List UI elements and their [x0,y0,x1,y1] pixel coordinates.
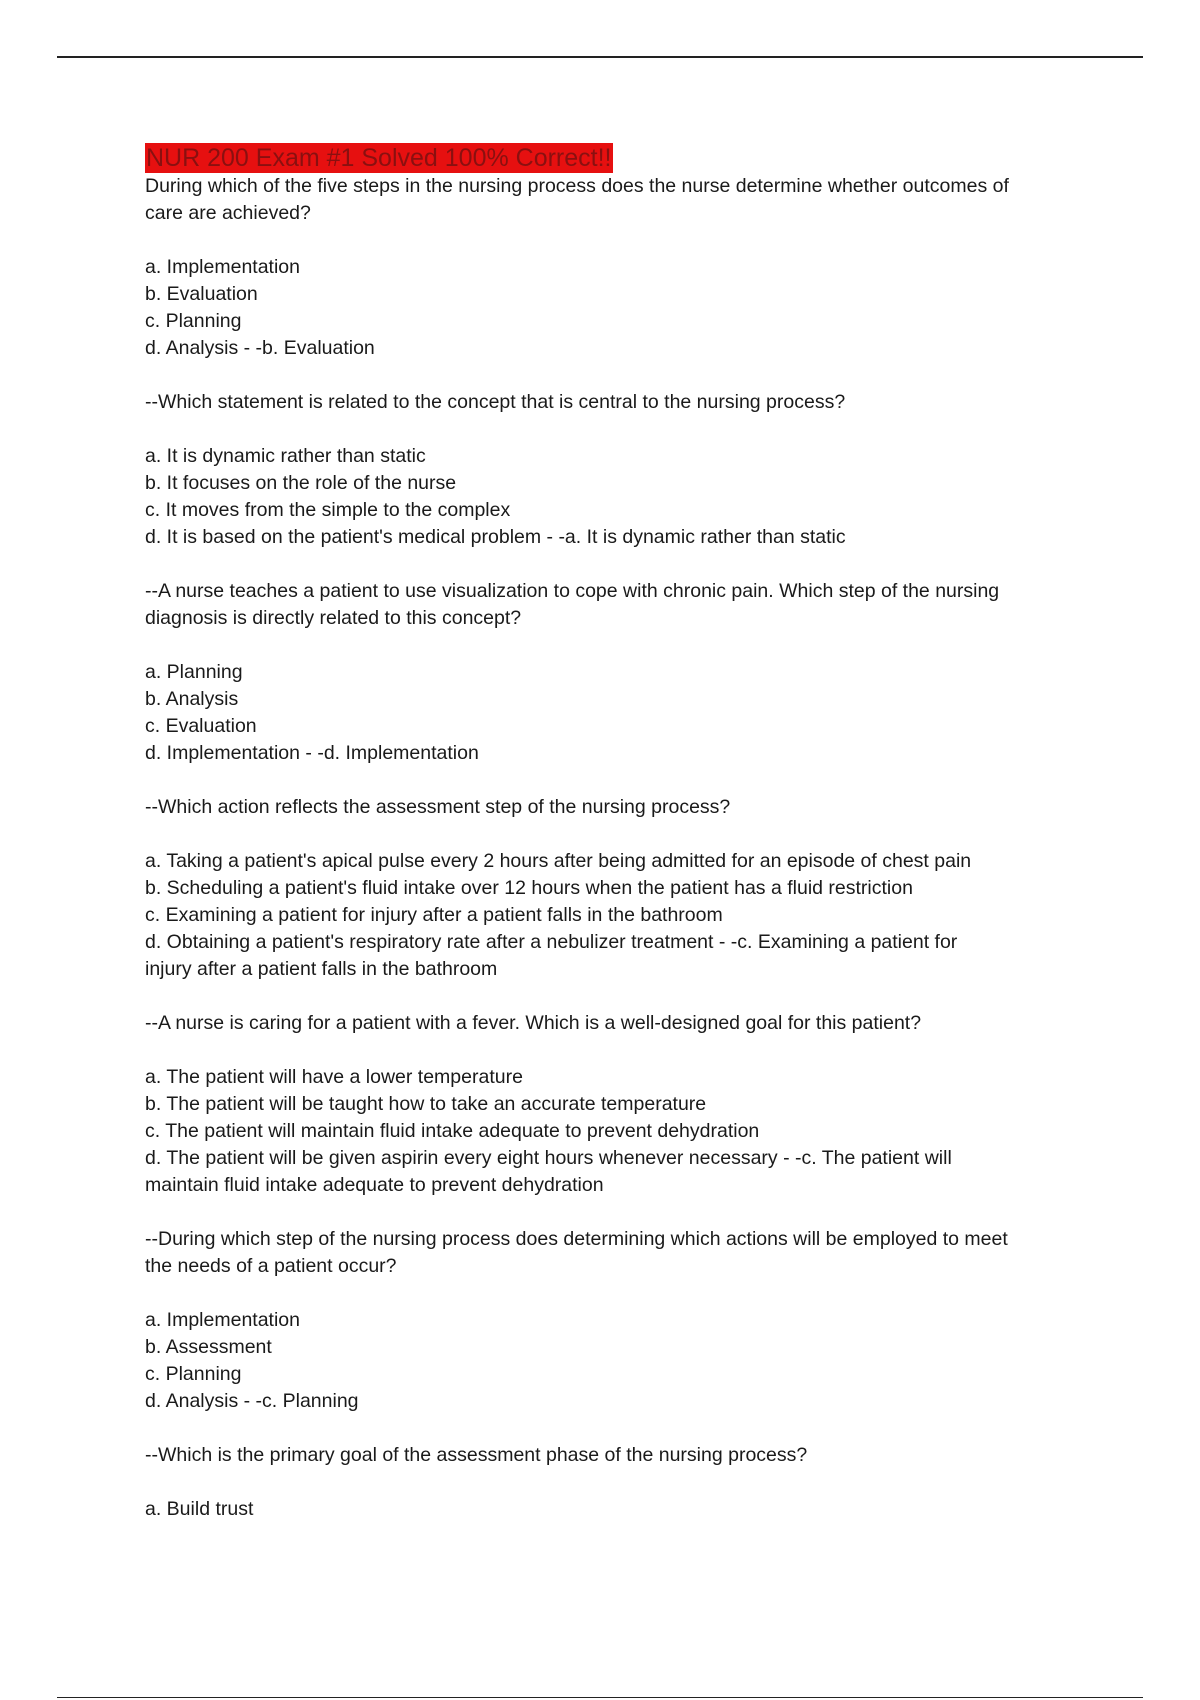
question-stem: care are achieved? [145,202,311,224]
answer-option: b. Evaluation [145,283,258,305]
answer-option: injury after a patient falls in the bathroom [145,958,498,980]
document-body [145,143,1065,1523]
question-3 [145,578,1065,794]
answer-option: a. Implementation [145,1309,301,1331]
question-stem: --Which statement is related to the concept that is central to the nursing process? [145,391,846,413]
footer-rule [57,1697,1143,1698]
answer-option: d. It is based on the patient's medical problem - -a. It is dynamic rather than static [145,526,846,548]
question-2 [145,389,1065,578]
question-6 [145,1226,1065,1442]
question-stem: diagnosis is directly related to this concept? [145,607,522,629]
question-1 [145,173,1065,389]
question-stem: --Which action reflects the assessment step of the nursing process? [145,796,731,818]
document-title: NUR 200 Exam #1 Solved 100% Correct!! [146,144,612,172]
header-rule [57,56,1143,58]
question-stem: --A nurse is caring for a patient with a fever. Which is a well-designed goal for this patient? [145,1012,922,1034]
question-stem: --A nurse teaches a patient to use visualization to cope with chronic pain. Which step of the nursing [145,580,1000,602]
question-4 [145,794,1065,1010]
answer-option: b. It focuses on the role of the nurse [145,472,457,494]
question-stem: During which of the five steps in the nursing process does the nurse determine whether outcomes of [145,175,1009,197]
answer-option: d. Analysis - -b. Evaluation [145,337,375,359]
answer-option: c. The patient will maintain fluid intake adequate to prevent dehydration [145,1120,760,1142]
answer-option: c. Planning [145,1363,242,1385]
question-stem: --During which step of the nursing process does determining which actions will be employed to meet [145,1228,1008,1250]
answer-option: b. Assessment [145,1336,272,1358]
answer-option: a. Implementation [145,256,301,278]
answer-option: c. Planning [145,310,242,332]
question-stem: the needs of a patient occur? [145,1255,397,1277]
answer-option: b. The patient will be taught how to take an accurate temperature [145,1093,707,1115]
question-5 [145,1010,1065,1226]
question-stem: --Which is the primary goal of the assessment phase of the nursing process? [145,1444,808,1466]
answer-option: c. Evaluation [145,715,257,737]
question-7 [145,1442,1065,1523]
answer-option: a. Build trust [145,1498,254,1520]
answer-option: b. Analysis [145,688,239,710]
answer-option: a. Planning [145,661,243,683]
answer-option: b. Scheduling a patient's fluid intake over 12 hours when the patient has a fluid restriction [145,877,913,899]
answer-option: a. The patient will have a lower temperature [145,1066,523,1088]
answer-option: d. Obtaining a patient's respiratory rate after a nebulizer treatment - -c. Examining a patient for [145,931,958,953]
answer-option: a. It is dynamic rather than static [145,445,426,467]
answer-option: c. It moves from the simple to the complex [145,499,511,521]
answer-option: d. Implementation - -d. Implementation [145,742,479,764]
answer-option: d. The patient will be given aspirin every eight hours whenever necessary - -c. The patient will [145,1147,952,1169]
answer-option: a. Taking a patient's apical pulse every 2 hours after being admitted for an episode of chest pain [145,850,972,872]
answer-option: c. Examining a patient for injury after a patient falls in the bathroom [145,904,723,926]
answer-option: d. Analysis - -c. Planning [145,1390,359,1412]
answer-option: maintain fluid intake adequate to prevent dehydration [145,1174,604,1196]
